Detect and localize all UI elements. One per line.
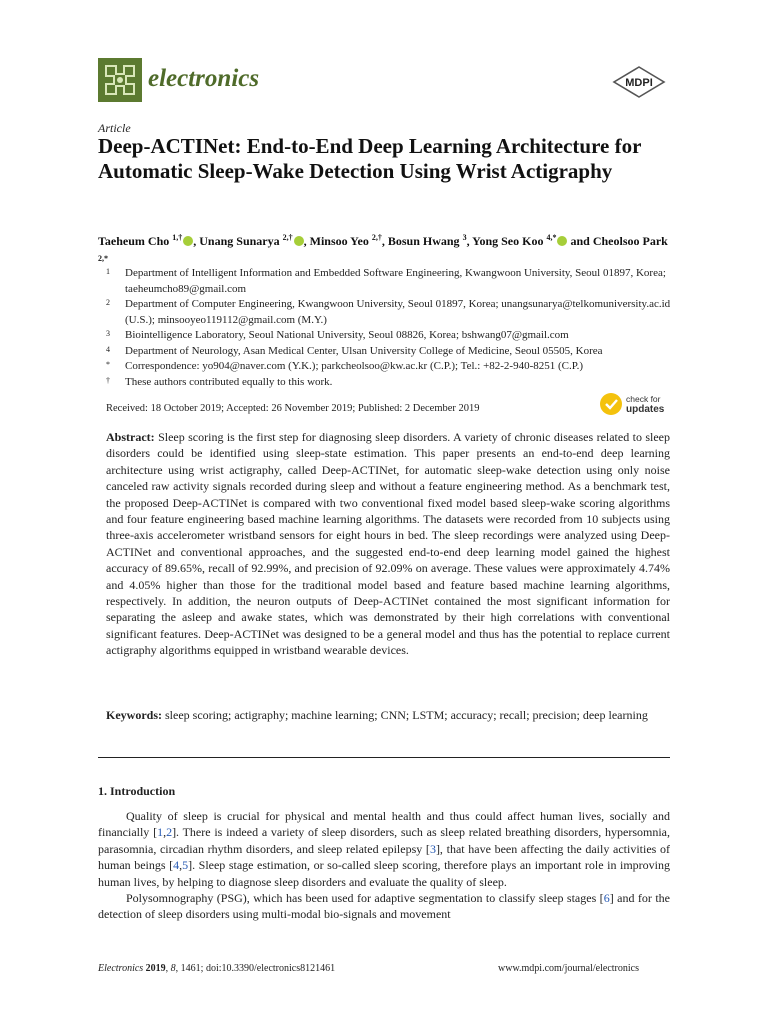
section-divider [98, 757, 670, 758]
author-name: Bosun Hwang [387, 234, 460, 248]
affiliation-text: Department of Intelligent Information and Embedded Software Engineering, Kwangwoon University, Seoul 01897, Korea; taeheumcho89@gmail.com [125, 267, 666, 295]
abstract-label: Abstract: [106, 430, 155, 444]
check-updates-icon [600, 393, 622, 415]
abstract-text: Sleep scoring is the first step for diagnosing sleep disorders. A variety of chronic diseases related to sleep disorders could be identified using sleep-state estimation. This paper presents an end-to-end deep learning architecture using wrist actigraphy, called Deep-ACTINet, for automatic sleep-wake detection using only noise canceled raw activity signals recorded during sleep and without a feature engineering method. As a benchmark test, the proposed Deep-ACTINet is compared with two conventional fixed model based sleep-wake scoring algorithms and four feature engineering based machine learning algorithms. The datasets were recorded from 10 subjects using three-axis accelerometer wristband sensors for eight hours in bed. The sleep recordings were analyzed using Deep-ACTINet and conventional approaches, and the suggested end-to-end deep learning model gained the highest accuracy of 89.65%, recall of 92.99%, and precision of 92.09% on average. These values were approximately 4.74% and 4.05% higher than those for the traditional model based and feature based machine learning algorithms, respectively. In addition, the neuron outputs of Deep-ACTINet contained the most significant information for separating the asleep and awake states, which was demonstrated by their high correlations with conventional significant features. Deep-ACTINet was designed to be a general model and thus has the potential to replace current actigraphy algorithms equipped in wristband wearable devices. [106, 430, 670, 658]
correspondence [98, 359, 678, 375]
orcid-icon[interactable] [183, 236, 193, 246]
article-type: Article [98, 121, 131, 135]
check-updates-line2: updates [626, 404, 665, 415]
affiliation-text: These authors contributed equally to this work. [125, 375, 333, 388]
affiliation-text: Department of Computer Engineering, Kwangwoon University, Seoul 01897, Korea; unangsunarya@telkomuniversity.ac.id (U.S.); minsooyeo119112@gmail.com (M.Y.) [125, 298, 671, 326]
paper-title: Deep-ACTINet: End-to-End Deep Learning Architecture for Automatic Sleep-Wake Detection Using Wrist Actigraphy [98, 134, 642, 183]
author-affil-marker: 2,† [371, 233, 382, 242]
publisher-name: MDPI [625, 77, 653, 89]
introduction-body [98, 808, 670, 923]
affiliation-text: Biointelligence Laboratory, Seoul National University, Seoul 08826, Korea; bshwang07@gmail.com [125, 329, 569, 341]
affiliation-item [98, 344, 678, 360]
author-affil-marker: 3 [462, 233, 467, 242]
author-name: Cheolsoo Park [592, 234, 668, 248]
author-affil-marker: 1,† [172, 233, 183, 242]
journal-logo [98, 58, 142, 102]
check-updates-label [626, 394, 664, 415]
affiliation-marker: 4 [106, 344, 110, 354]
paragraph: Polysomnography (PSG), which has been used for adaptive segmentation to classify sleep stages [6] and for the detection of sleep disorders using multi-modal bio-signals and movement [98, 891, 670, 922]
orcid-icon[interactable] [294, 236, 304, 246]
author-list: Taeheum Cho $^{1,\dagger}$ , Unang Sunarya $^{2,\dagger}$ , Minsoo Yeo $^{2,\dagger}$, Bosun Hwang $^3$, Yong Seo Koo $^{4,*}$ and Cheolsoo Park $^{2,*}$ [98, 233, 668, 263]
affiliation-marker: 3 [106, 329, 110, 338]
orcid-icon[interactable] [557, 236, 567, 246]
publisher-logo [612, 66, 666, 98]
author-name: Unang Sunarya [199, 234, 280, 248]
citation-link[interactable]: 4 [173, 858, 180, 873]
author-conjunction: and [570, 234, 590, 248]
keywords-label: Keywords: [106, 708, 162, 722]
publication-dates: Received: 18 October 2019; Accepted: 26 November 2019; Published: 2 December 2019 [106, 403, 480, 414]
affiliation-marker: 2 [106, 298, 110, 307]
affiliation-marker: * [106, 360, 110, 369]
footer-year: 2019 [145, 963, 166, 974]
affiliation-item [98, 266, 678, 297]
affiliation-text: Correspondence: yo904@naver.com (Y.K.); parkcheolsoo@kw.ac.kr (C.P.); Tel.: +82-2-940-8251 (C.P.) [125, 360, 584, 372]
affiliation-item [98, 297, 678, 328]
citation-link[interactable]: 2 [166, 825, 173, 840]
check-for-updates-badge[interactable] [600, 393, 672, 419]
footer-journal-url[interactable]: www.mdpi.com/journal/electronics [498, 963, 639, 974]
affiliation-item [98, 328, 678, 344]
author-affil-marker: 4,* [546, 233, 557, 242]
affiliation-marker: 1 [106, 267, 110, 276]
author-affil-marker: 2,† [282, 233, 293, 242]
footer-citation: Electronics 2019, 8, 1461; doi:10.3390/electronics8121461 [98, 963, 336, 974]
keywords [106, 707, 670, 723]
citation-link[interactable]: 5 [182, 858, 189, 873]
paragraph: Quality of sleep is crucial for physical and mental health and thus could affect human lives, socially and financially [1,2]. There is indeed a variety of sleep disorders, such as sleep related breathing disorders, hypersomnia, parasomnia, circadian rhythm disorders, and sleep related epilepsy [3], that have been affecting the daily activities of human beings [4,5]. Sleep stage estimation, or so-called sleep scoring, therefore plays an important role in improving human lives, by helping to diagnose sleep disorders and evaluate the quality of sleep. [98, 809, 670, 889]
footer-volume: 8 [170, 963, 176, 974]
journal-name: electronics [148, 65, 260, 92]
footer-doi: , 1461; doi:10.3390/electronics8121461 [175, 963, 336, 974]
author-name: Minsoo Yeo [309, 234, 369, 248]
abstract [106, 429, 670, 659]
citation-link[interactable]: 1 [157, 825, 164, 840]
keywords-text: sleep scoring; actigraphy; machine learning; CNN; LSTM; accuracy; recall; precision; deep learning [165, 708, 648, 722]
affiliation-marker: † [106, 375, 110, 385]
equal-contribution-note [98, 375, 678, 391]
footer-journal: Electronics [98, 963, 144, 974]
check-updates-line1: check for [626, 394, 661, 404]
citation-link[interactable]: 3 [429, 841, 436, 856]
affiliation-text: Department of Neurology, Asan Medical Center, Ulsan University College of Medicine, Seoul 05505, Korea [125, 344, 603, 357]
affiliations [98, 266, 678, 390]
author-name: Taeheum Cho [98, 234, 170, 248]
author-affil-marker: 2,* [98, 254, 108, 263]
citation-link[interactable]: 6 [603, 891, 610, 906]
author-name: Yong Seo Koo [472, 234, 544, 248]
section-heading: 1. Introduction [98, 784, 176, 798]
